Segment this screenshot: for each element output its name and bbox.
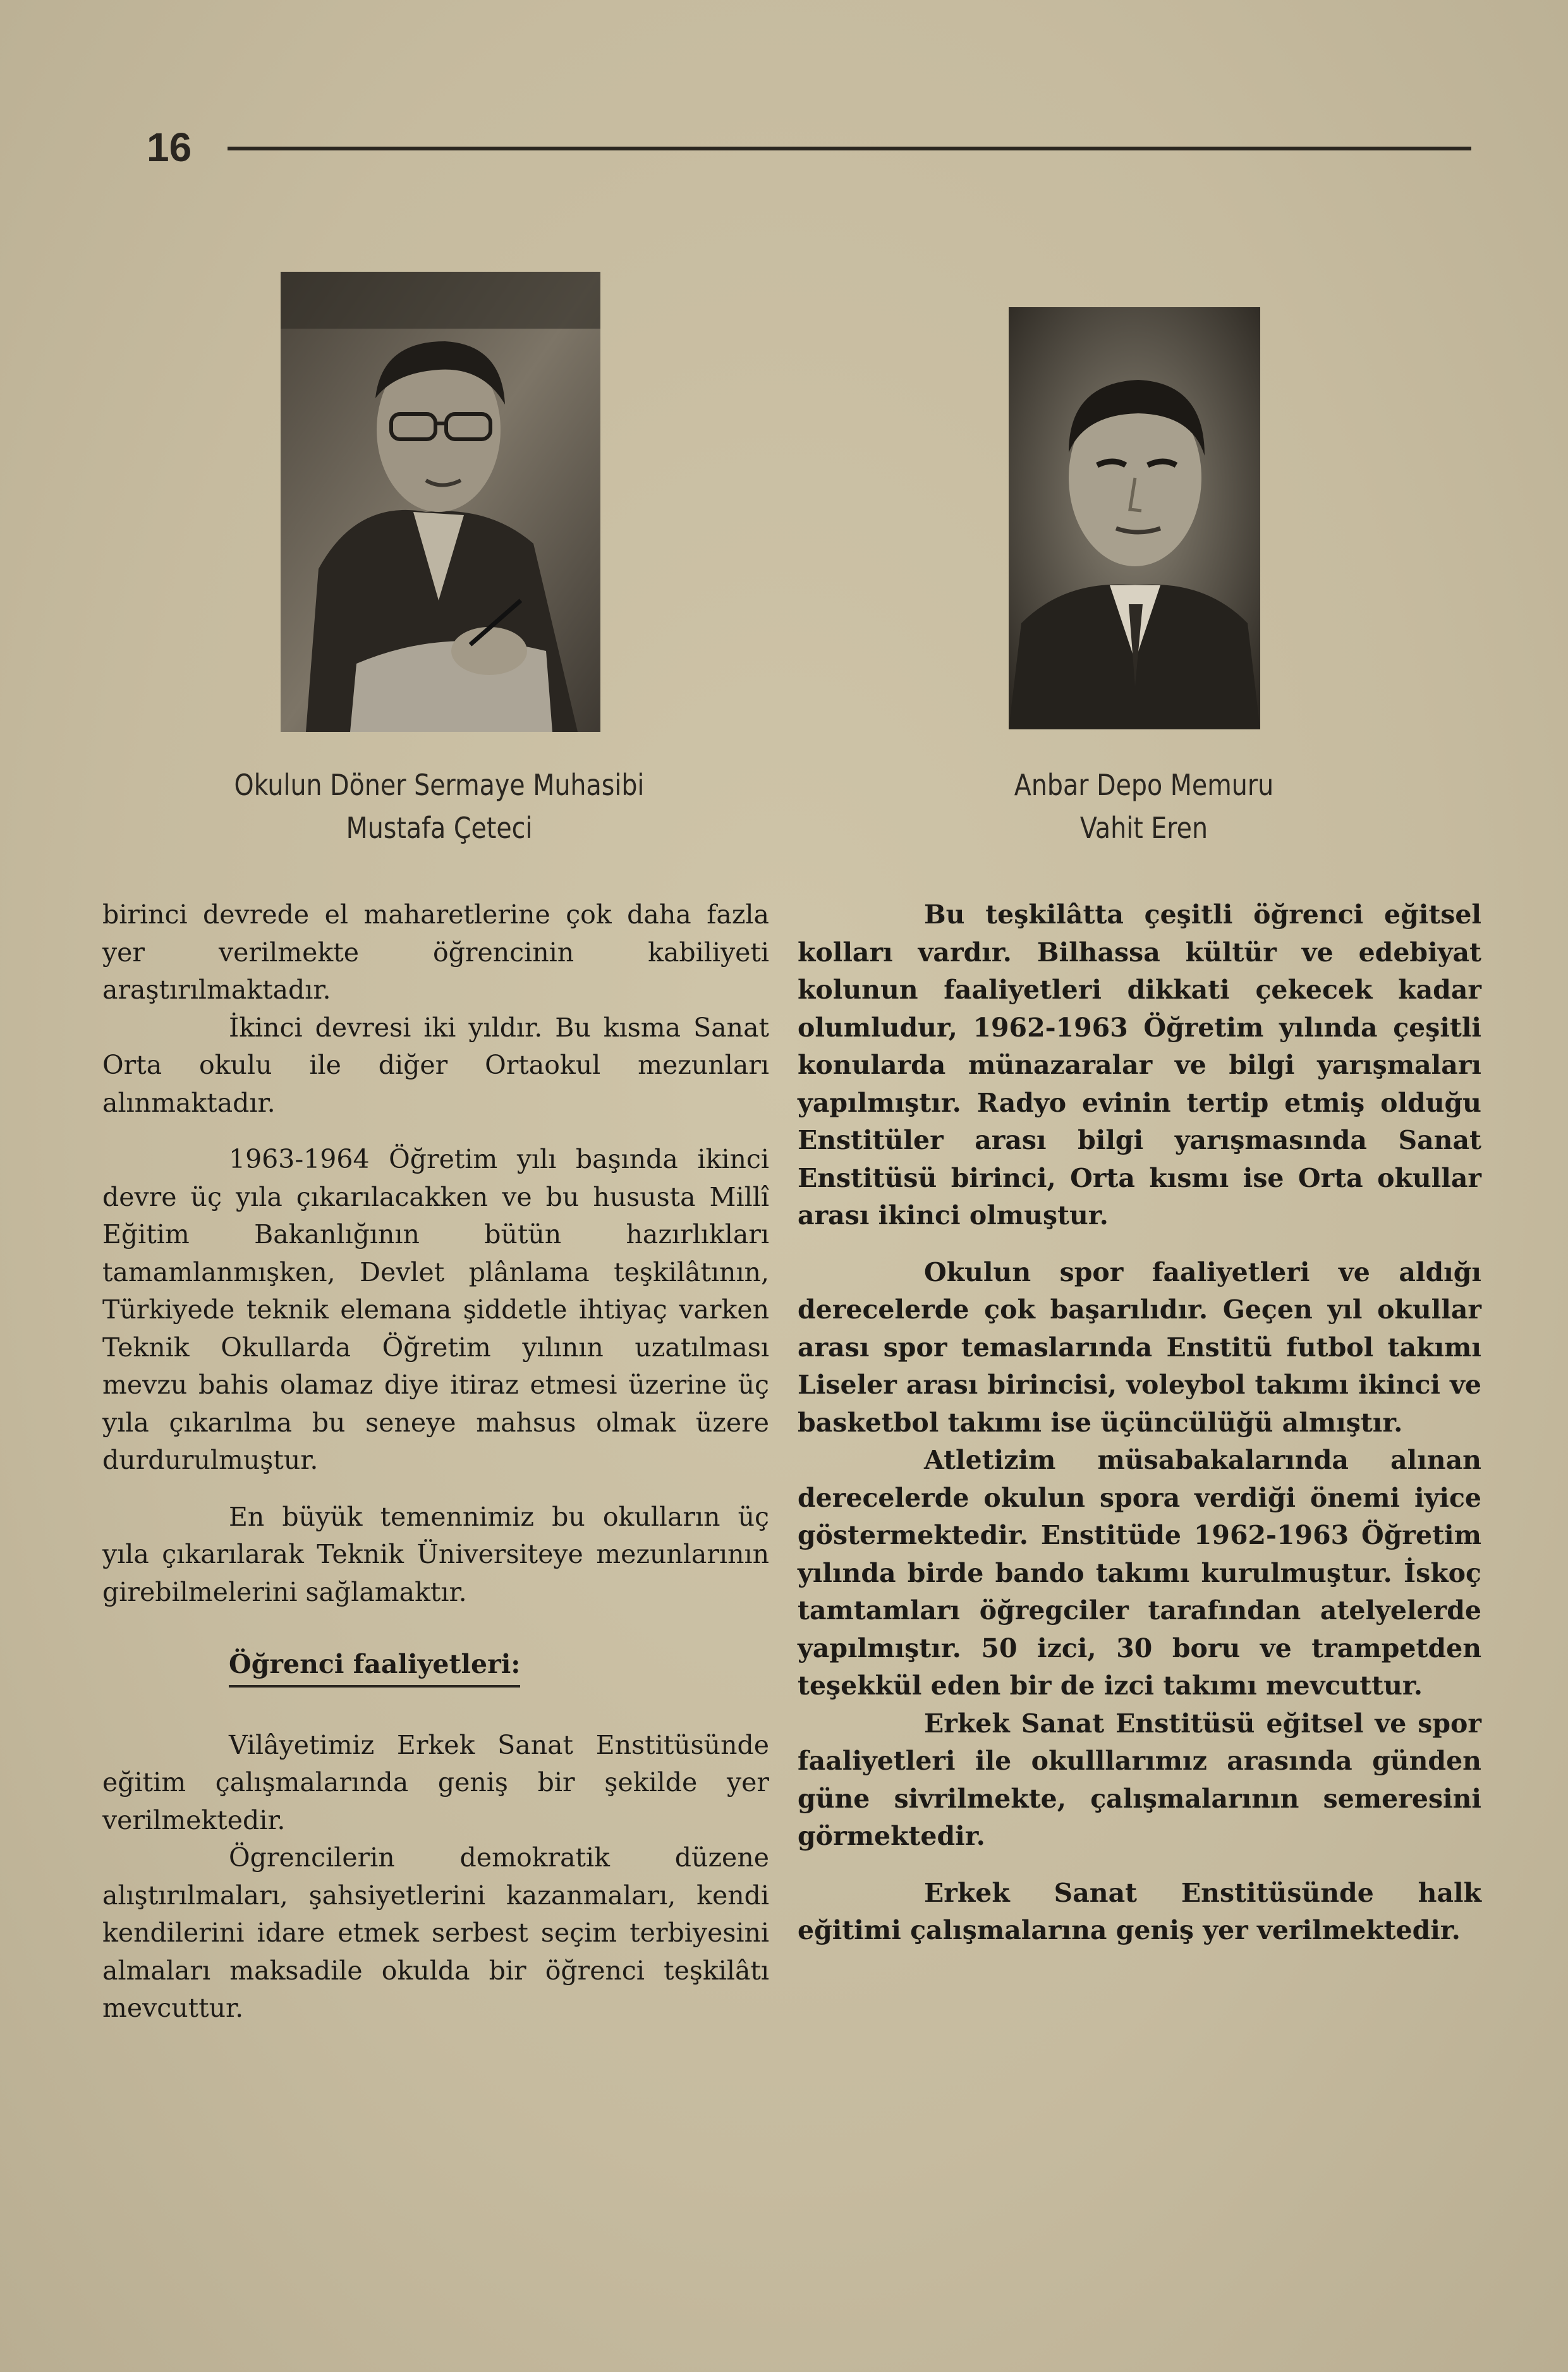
header-rule — [228, 147, 1471, 150]
paragraph: Bu teşkilâtta çeşitli öğrenci eğitsel kolları vardır. Bilhassa kültür ve edebiyat kolunun faaliyetleri dikkati çekecek kadar olumludur, 1962-1963 Öğretim yılında çeşitli konularda münazaralar ve bilgi yarışmaları yapılmıştır. Radyo evinin tertip etmiş olduğu Enstitüler arası bilgi yarışmasında Sanat Enstitüsü birinci, Orta kısmı ise Orta okullar arası ikinci olmuştur. — [798, 899, 1481, 1231]
paragraph: En büyük temennimiz bu okulların üç yıla çıkarılarak Teknik Üniversiteye mezunlarının girebilmelerini sağlamaktır. — [102, 1501, 769, 1607]
page-number: 16 — [147, 125, 192, 170]
paragraph: Vilâyetimiz Erkek Sanat Enstitüsünde eğitim çalışmalarında geniş bir şekilde yer verilmektedir. — [102, 1729, 769, 1835]
portrait-accountant-image — [281, 272, 600, 732]
caption-storekeeper — [894, 763, 1394, 849]
caption-storekeeper-name: Vahit Eren — [1079, 811, 1208, 845]
paragraph: birinci devrede el maharetlerine çok daha fazla yer verilmekte öğrencinin kabiliyeti araştırılmaktadır. — [102, 899, 769, 1005]
right-text-column — [798, 896, 1481, 1950]
caption-storekeeper-title: Anbar Depo Memuru — [1014, 768, 1274, 802]
portrait-storekeeper-image — [1009, 307, 1260, 729]
paragraph: Atletizim müsabakalarında alınan derecelerde okulun spora verdiği önemi iyice göstermektedir. Enstitüde 1962-1963 Öğretim yılında birde bando takımı kurulmuştur. İskoç tamtamları öğregciler tarafından atelyelerde yapılmıştır. 50 izci, 30 boru ve trampetden teşekkül eden bir de izci takımı mevcuttur. — [798, 1445, 1481, 1701]
caption-accountant-name: Mustafa Çeteci — [346, 811, 533, 845]
caption-accountant — [192, 763, 687, 849]
caption-accountant-title: Okulun Döner Sermaye Muhasibi — [234, 768, 645, 802]
paragraph: Okulun spor faaliyetleri ve aldığı derecelerde çok başarılıdır. Geçen yıl okullar arası spor temaslarında Enstitü futbol takımı Liseler arası birincisi, voleybol takımı ikinci ve basketbol takımı ise üçüncülüğü almıştır. — [798, 1256, 1481, 1438]
portrait-photo-accountant — [281, 272, 600, 732]
section-heading: Öğrenci faaliyetleri: — [229, 1646, 520, 1688]
paragraph: İkinci devresi iki yıldır. Bu kısma Sanat Orta okulu ile diğer Ortaokul mezunları alınmaktadır. — [102, 1012, 769, 1118]
portrait-photo-storekeeper — [1009, 307, 1260, 729]
paragraph: Ögrencilerin demokratik düzene alıştırılmaları, şahsiyetlerini kazanmaları, kendi kendilerini idare etmek serbest seçim terbiyesini almaları maksadile okulda bir öğrenci teşkilâtı mevcuttur. — [102, 1842, 769, 2023]
left-text-column — [102, 896, 769, 2028]
paragraph: Erkek Sanat Enstitüsünde halk eğitimi çalışmalarına geniş yer verilmektedir. — [798, 1877, 1481, 1945]
paragraph: 1963-1964 Öğretim yılı başında ikinci devre üç yıla çıkarılacakken ve bu hususta Millî Eğitim Bakanlığının bütün hazırlıkları tamamlanmışken, Devlet plânlama teşkilâtının, Türkiyede teknik elemana şiddetle ihtiyaç varken Teknik Okullarda Öğretim yılının uzatılması mevzu bahis olamaz diye itiraz etmesi üzerine üç yıla çıkarılma bu seneye mahsus olmak üzere durdurulmuştur. — [102, 1144, 769, 1475]
paragraph: Erkek Sanat Enstitüsü eğitsel ve spor faaliyetleri ile okulllarımız arasında günden güne sivrilmekte, çalışmalarının semeresini görmektedir. — [798, 1708, 1481, 1851]
